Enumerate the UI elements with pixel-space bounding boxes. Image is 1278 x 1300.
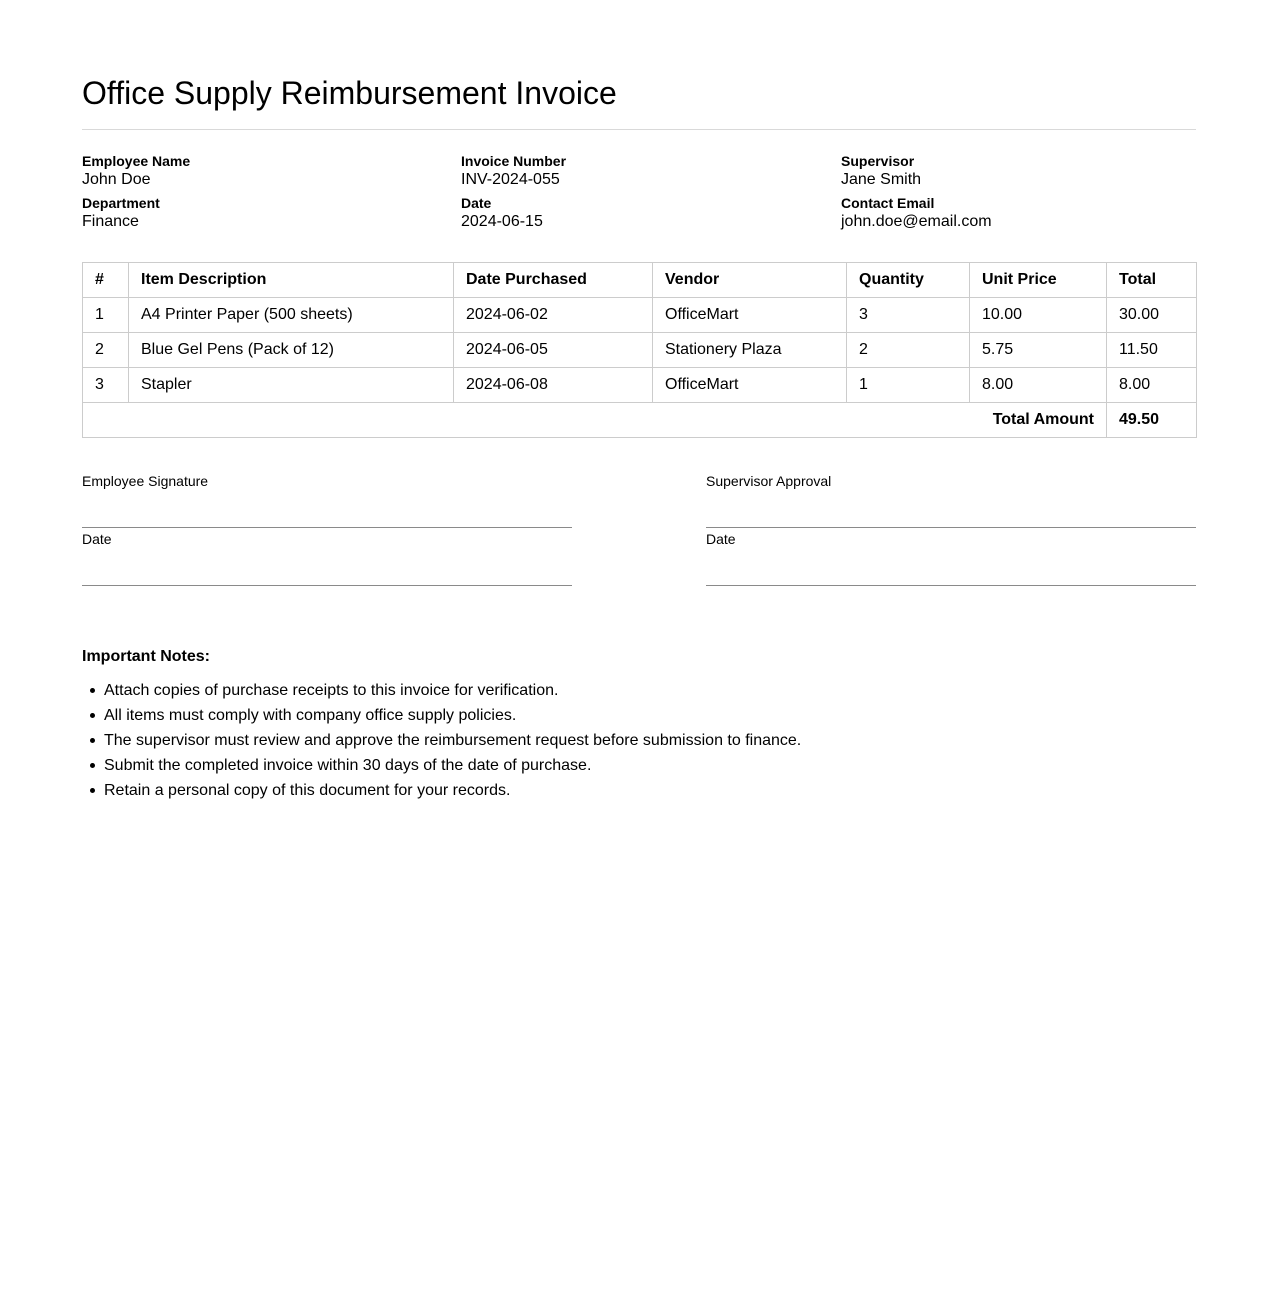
column-header-date-purchased: Date Purchased xyxy=(454,263,653,298)
invoice-number-value: INV-2024-055 xyxy=(461,171,560,188)
list-item: All items must comply with company office supply policies. xyxy=(104,703,801,728)
employee-signature-label: Employee Signature xyxy=(82,473,209,489)
employee-name-label: Employee Name xyxy=(82,153,191,169)
page-title: Office Supply Reimbursement Invoice xyxy=(82,75,617,111)
department-field xyxy=(82,195,422,232)
invoice-date-value: 2024-06-15 xyxy=(461,213,543,230)
cell-total: 8.00 xyxy=(1107,368,1197,403)
cell-vendor: OfficeMart xyxy=(653,298,847,333)
contact-email-value: john.doe@email.com xyxy=(841,213,992,230)
column-header-description: Item Description xyxy=(129,263,454,298)
list-item: Retain a personal copy of this document for your records. xyxy=(104,778,801,803)
department-label: Department xyxy=(82,195,160,211)
column-header-quantity: Quantity xyxy=(847,263,970,298)
supervisor-approval-block xyxy=(706,473,1196,588)
invoice-number-label: Invoice Number xyxy=(461,153,567,169)
notes-title: Important Notes: xyxy=(82,648,210,665)
items-table xyxy=(82,262,1197,438)
supervisor-field xyxy=(841,153,1181,190)
supervisor-date-label: Date xyxy=(706,531,736,547)
invoice-date-label: Date xyxy=(461,195,492,211)
list-item: Submit the completed invoice within 30 days of the date of purchase. xyxy=(104,753,801,778)
list-item: Attach copies of purchase receipts to this invoice for verification. xyxy=(104,678,801,703)
cell-date-purchased: 2024-06-02 xyxy=(454,298,653,333)
supervisor-label: Supervisor xyxy=(841,153,915,169)
cell-date-purchased: 2024-06-08 xyxy=(454,368,653,403)
supervisor-date-line[interactable] xyxy=(706,585,1196,586)
supervisor-value: Jane Smith xyxy=(841,171,922,188)
cell-description: Blue Gel Pens (Pack of 12) xyxy=(129,333,454,368)
cell-quantity: 3 xyxy=(847,298,970,333)
cell-description: Stapler xyxy=(129,368,454,403)
table-row xyxy=(83,298,1197,333)
table-row xyxy=(83,368,1197,403)
cell-number: 2 xyxy=(83,333,129,368)
cell-unit-price: 5.75 xyxy=(970,333,1107,368)
employee-date-label: Date xyxy=(82,531,112,547)
title-divider xyxy=(82,129,1196,130)
employee-signature-line[interactable] xyxy=(82,527,572,528)
cell-total: 30.00 xyxy=(1107,298,1197,333)
supervisor-approval-line[interactable] xyxy=(706,527,1196,528)
department-value: Finance xyxy=(82,213,139,230)
column-header-unit-price: Unit Price xyxy=(970,263,1107,298)
cell-number: 3 xyxy=(83,368,129,403)
total-amount-value: 49.50 xyxy=(1107,403,1197,438)
employee-signature-block xyxy=(82,473,572,588)
employee-name-value: John Doe xyxy=(82,171,151,188)
column-header-total: Total xyxy=(1107,263,1197,298)
cell-quantity: 2 xyxy=(847,333,970,368)
table-header-row xyxy=(83,263,1197,298)
cell-vendor: Stationery Plaza xyxy=(653,333,847,368)
cell-vendor: OfficeMart xyxy=(653,368,847,403)
contact-email-field xyxy=(841,195,1181,232)
invoice-number-field xyxy=(461,153,801,190)
supervisor-approval-label: Supervisor Approval xyxy=(706,473,832,489)
cell-unit-price: 8.00 xyxy=(970,368,1107,403)
column-header-vendor: Vendor xyxy=(653,263,847,298)
table-row xyxy=(83,333,1197,368)
total-row xyxy=(83,403,1197,438)
column-header-number: # xyxy=(83,263,129,298)
employee-name-field xyxy=(82,153,422,190)
cell-total: 11.50 xyxy=(1107,333,1197,368)
total-amount-label: Total Amount xyxy=(83,403,1107,438)
cell-quantity: 1 xyxy=(847,368,970,403)
cell-description: A4 Printer Paper (500 sheets) xyxy=(129,298,454,333)
cell-number: 1 xyxy=(83,298,129,333)
notes-list xyxy=(82,678,801,803)
list-item: The supervisor must review and approve the reimbursement request before submission to finance. xyxy=(104,728,801,753)
contact-email-label: Contact Email xyxy=(841,195,935,211)
cell-unit-price: 10.00 xyxy=(970,298,1107,333)
invoice-date-field xyxy=(461,195,801,232)
cell-date-purchased: 2024-06-05 xyxy=(454,333,653,368)
employee-date-line[interactable] xyxy=(82,585,572,586)
